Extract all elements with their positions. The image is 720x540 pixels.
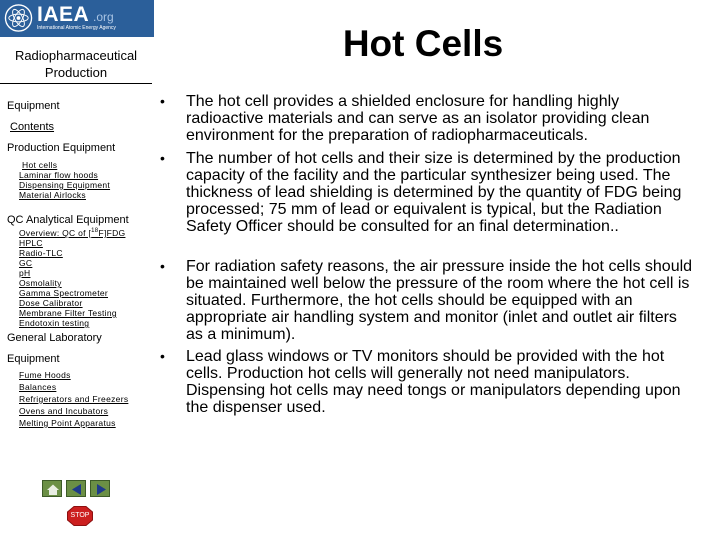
- qc-items-list: [19, 228, 125, 328]
- module-title: [0, 47, 152, 81]
- nav-item-material-airlocks[interactable]: Material Airlocks: [19, 190, 86, 200]
- production-items-list: [19, 160, 110, 200]
- bullet-text-air-pressure: For radiation safety reasons, the air pressure inside the hot cells should be maintained well below the pressure of the room where the hot cell is situated. Furthermore, the hot cells should be equipped with an appropriate air handling system and monitor (inlet and outlet air filters as a minimum).: [186, 258, 693, 343]
- stop-label: STOP: [70, 512, 90, 519]
- qc-overview-post: F]FDG: [98, 228, 126, 238]
- back-arrow-icon: [67, 481, 87, 498]
- general-laboratory-heading: General Laboratory: [7, 332, 102, 344]
- nav-item-gamma-spectrometer[interactable]: Gamma Spectrometer: [19, 288, 109, 298]
- nav-item-membrane-filter-testing[interactable]: Membrane Filter Testing: [19, 308, 117, 318]
- page-title: Hot Cells: [342, 23, 504, 64]
- bullet-text-lead-glass-windows: Lead glass windows or TV monitors should be provided with the hot cells. Production hot cells will generally not need manipulators. Dispensing hot cells may need tongs or manipulators depending upon the dispenser used.: [186, 348, 681, 416]
- bullet-marker: •: [160, 348, 165, 364]
- qc-overview-isotope: 18: [91, 228, 99, 235]
- sidebar-divider: [0, 83, 152, 84]
- nav-item-osmolality[interactable]: Osmolality: [19, 278, 62, 288]
- nav-item-dose-calibrator[interactable]: Dose Calibrator: [19, 298, 83, 308]
- nav-item-gc[interactable]: GC: [19, 258, 33, 268]
- logo-name: IAEA: [37, 3, 90, 26]
- production-equipment-heading: Production Equipment: [7, 142, 116, 154]
- nav-item-laminar-flow-hoods[interactable]: Laminar flow hoods: [19, 170, 99, 180]
- stop-button[interactable]: [67, 506, 93, 526]
- nav-item-balances[interactable]: Balances: [19, 382, 57, 392]
- nav-item-dispensing-equipment[interactable]: Dispensing Equipment: [19, 180, 111, 190]
- nav-item-ovens-incubators[interactable]: Ovens and Incubators: [19, 406, 109, 416]
- nav-item-ph[interactable]: pH: [19, 268, 31, 278]
- nav-item-hot-cells[interactable]: Hot cells: [22, 160, 58, 170]
- nav-item-refrigerators-freezers[interactable]: Refrigerators and Freezers: [19, 394, 129, 404]
- nav-item-qc-overview[interactable]: [19, 228, 125, 238]
- bullet-marker: •: [160, 258, 165, 274]
- logo-subtitle: International Atomic Energy Agency: [37, 25, 116, 31]
- module-title-line2: Production: [44, 65, 108, 80]
- iaea-logo: [0, 0, 154, 37]
- nav-item-fume-hoods[interactable]: Fume Hoods: [19, 370, 71, 380]
- qc-overview-pre: Overview: QC of [: [19, 228, 92, 238]
- bullet-marker: •: [160, 150, 165, 166]
- general-equipment-heading: Equipment: [7, 353, 60, 365]
- iaea-seal-icon: [4, 3, 33, 33]
- nav-item-hplc[interactable]: HPLC: [19, 238, 43, 248]
- home-icon: [43, 481, 63, 498]
- qc-equipment-heading: QC Analytical Equipment: [7, 214, 129, 226]
- general-items-list: [19, 369, 128, 429]
- nav-item-radio-tlc[interactable]: Radio-TLC: [19, 248, 63, 258]
- contents-link[interactable]: Contents: [10, 121, 55, 133]
- home-button[interactable]: [42, 480, 62, 497]
- bullet-marker: •: [160, 93, 165, 109]
- nav-item-melting-point-apparatus[interactable]: Melting Point Apparatus: [19, 418, 116, 428]
- forward-button[interactable]: [90, 480, 110, 497]
- back-button[interactable]: [66, 480, 86, 497]
- module-title-line1: Radiopharmaceutical: [14, 48, 138, 63]
- nav-item-endotoxin-testing[interactable]: Endotoxin testing: [19, 318, 90, 328]
- bullet-text-hot-cell-enclosure: The hot cell provides a shielded enclosure for handling highly radioactive materials and can serve as an isolator providing clean environment for the preparation of radiopharmaceuticals.: [186, 93, 650, 144]
- sidebar-equipment-heading: Equipment: [7, 100, 60, 112]
- forward-arrow-icon: [91, 481, 111, 498]
- logo-org: .org: [93, 10, 114, 24]
- bullet-text-number-and-shielding: The number of hot cells and their size is determined by the production capacity of the facility and the particular synthesizer being used. The thickness of lead shielding is determined by the quantity of FDG being processed; 75 mm of lead or equivalent is typical, but the Radiation Safety Officer should be consulted for an final determination..: [186, 150, 682, 235]
